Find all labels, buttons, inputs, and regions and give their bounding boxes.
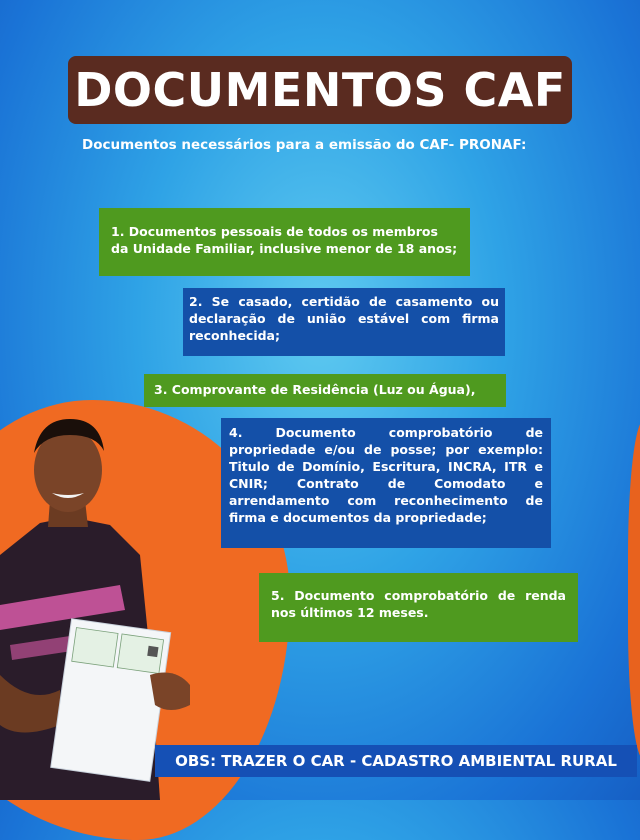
subtitle: Documentos necessários para a emissão do CAF- PRONAF:: [82, 137, 527, 153]
document-item-1: 1. Documentos pessoais de todos os membros da Unidade Familiar, inclusive menor de 18 anos;: [99, 208, 470, 276]
document-item-4: 4. Documento comprobatório de propriedade e/ou de posse; por exemplo: Titulo de Domínio, Escritura, INCRA, ITR e CNIR; Contrato de Comodato e arrendamento com reconhecimento de firma e documentos da propriedade;: [221, 418, 551, 548]
title-banner: [68, 56, 572, 124]
document-item-3: 3. Comprovante de Residência (Luz ou Água),: [144, 374, 506, 407]
obs-text: OBS: TRAZER O CAR - CADASTRO AMBIENTAL RURAL: [175, 752, 617, 770]
document-item-5: 5. Documento comprobatório de renda nos últimos 12 meses.: [259, 573, 578, 642]
page-title: DOCUMENTOS CAF: [74, 63, 566, 117]
document-item-2: 2. Se casado, certidão de casamento ou declaração de união estável com firma reconhecida;: [183, 288, 505, 356]
person-holding-document-photo: [0, 405, 230, 800]
orange-right-edge-shape: [628, 420, 640, 760]
obs-banner: [155, 745, 637, 777]
